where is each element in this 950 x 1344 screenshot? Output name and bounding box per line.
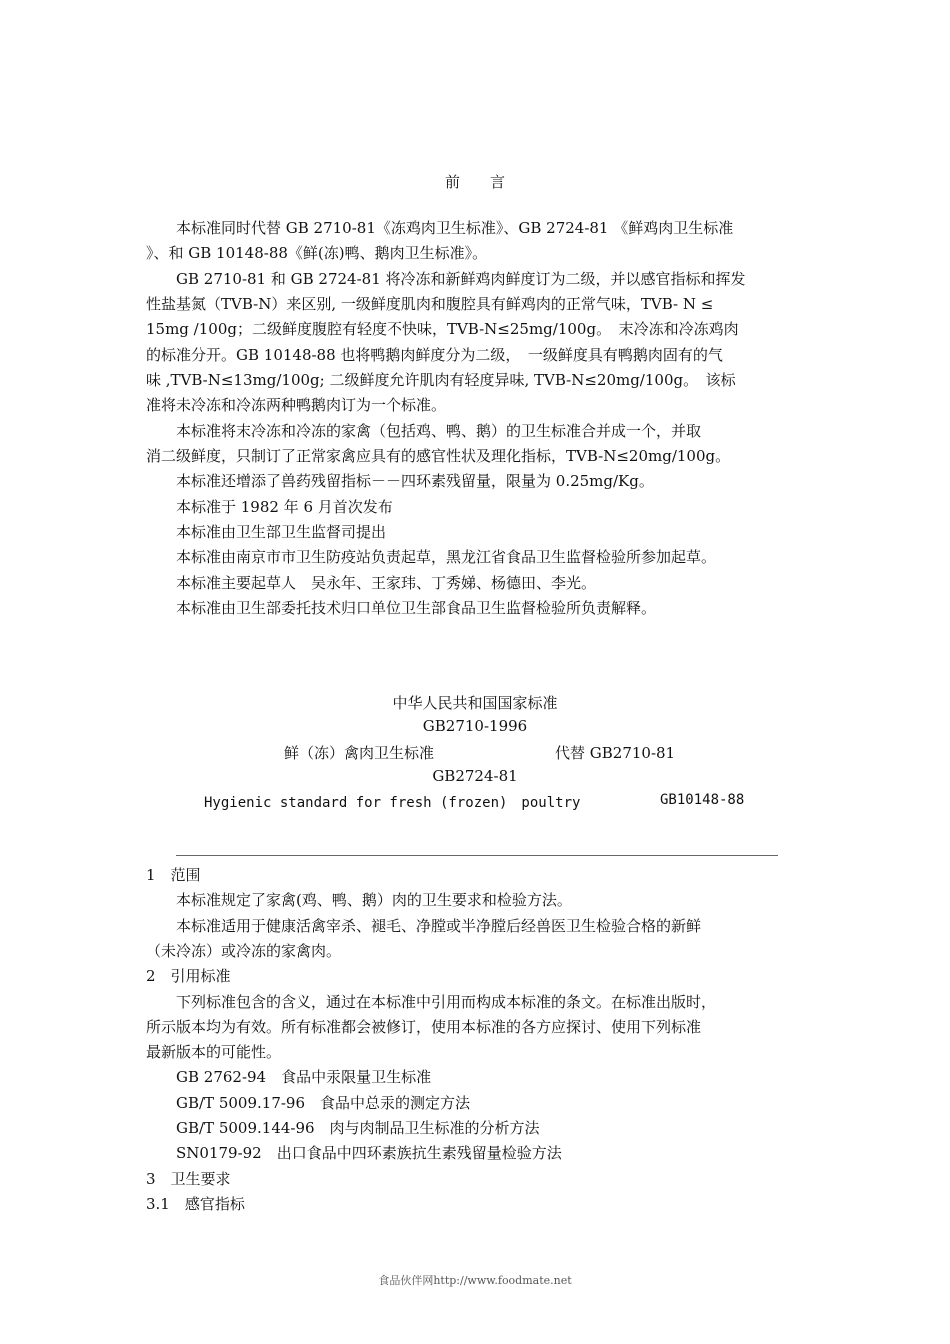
foreword-paragraph-5: 本标准于 1982 年 6 月首次发布 (176, 498, 393, 516)
foreword-paragraph-3: 消二级鲜度，只制订了正常家禽应具有的感官性状及理化指标，TVB-N≤20mg/100g。 (146, 447, 731, 465)
foreword-paragraph-7: 本标准由南京市市卫生防疫站负责起草，黑龙江省食品卫生监督检验所参加起草。 (176, 548, 717, 566)
foreword-paragraph-2: 味 ,TVB-N≤13mg/100g; 二级鲜度允许肌肉有轻度异味, TVB-N≤20mg/100g。 该标 (146, 371, 736, 389)
section-paragraph: 下列标准包含的含义，通过在本标准中引用而构成本标准的条文。在标准出版时， (176, 993, 717, 1011)
reference-item: GB/T 5009.144-96 肉与肉制品卫生标准的分析方法 (176, 1119, 540, 1137)
replaces-standard: 代替 GB2710-81 (555, 744, 676, 762)
foreword-paragraph-1: 本标准同时代替 GB 2710-81《冻鸡肉卫生标准》、GB 2724-81 《鲜鸡肉卫生标准 (176, 219, 734, 237)
subsection-heading: 3.1 感官指标 (146, 1195, 245, 1213)
standard-title-en: Hygienic standard for fresh (frozen) poultry (204, 795, 581, 811)
foreword-paragraph-6: 本标准由卫生部卫生监督司提出 (176, 523, 387, 541)
foreword-paragraph-2: 15mg /100g；二级鲜度腹腔有轻度不快味，TVB-N≤25mg/100g。 末冷冻和冷冻鸡肉 (146, 320, 739, 338)
reference-item: SN0179-92 出口食品中四环素族抗生素残留量检验方法 (176, 1144, 562, 1162)
replaces-standard: GB2724-81 (432, 767, 518, 785)
replaces-standard: GB10148-88 (660, 792, 745, 808)
section-heading: 2 引用标准 (146, 967, 231, 985)
foreword-paragraph-2: 性盐基氮（TVB-N）来区别, 一级鲜度肌肉和腹腔具有鲜鸡肉的正常气味，TVB- N ≤ (146, 295, 714, 313)
section-paragraph: （未冷冻）或冷冻的家禽肉。 (146, 942, 342, 960)
foreword-paragraph-3: 本标准将末冷冻和冷冻的家禽（包括鸡、鸭、鹅）的卫生标准合并成一个，并取 (176, 422, 702, 440)
section-paragraph: 本标准规定了家禽(鸡、鸭、鹅）肉的卫生要求和检验方法。 (176, 891, 572, 909)
foreword-paragraph-8: 本标准主要起草人 吴永年、王家玮、丁秀娣、杨德田、李光。 (176, 574, 597, 592)
foreword-paragraph-9: 本标准由卫生部委托技术归口单位卫生部食品卫生监督检验所负责解释。 (176, 599, 657, 617)
foreword-title: 前 言 (444, 173, 505, 191)
section-heading: 1 范围 (146, 866, 201, 884)
foreword-paragraph-2: GB 2710-81 和 GB 2724-81 将冷冻和新鲜鸡肉鲜度订为二级，并以感官指标和挥发 (176, 270, 746, 288)
header-divider (176, 855, 778, 856)
reference-item: GB/T 5009.17-96 食品中总汞的测定方法 (176, 1094, 471, 1112)
foreword-paragraph-1: 》、和 GB 10148-88《鲜(冻)鸭、鹅肉卫生标准》。 (146, 244, 488, 262)
section-paragraph: 所示版本均为有效。所有标准都会被修订，使用本标准的各方应探讨、使用下列标准 (146, 1018, 702, 1036)
standard-code: GB2710-1996 (422, 717, 528, 735)
foreword-paragraph-2: 准将未冷冻和冷冻两种鸭鹅肉订为一个标准。 (146, 396, 447, 414)
section-heading: 3 卫生要求 (146, 1170, 231, 1188)
section-paragraph: 最新版本的可能性。 (146, 1043, 282, 1061)
footer-link[interactable]: 食品伙伴网http://www.foodmate.net (378, 1274, 572, 1287)
foreword-paragraph-4: 本标准还增添了兽药残留指标－－四环素残留量，限量为 0.25mg/Kg。 (176, 472, 654, 490)
reference-item: GB 2762-94 食品中汞限量卫生标准 (176, 1068, 432, 1086)
standard-title-cn: 鲜（冻）禽肉卫生标准 (284, 744, 435, 762)
national-standard-heading: 中华人民共和国国家标准 (392, 694, 558, 712)
foreword-paragraph-2: 的标准分开。GB 10148-88 也将鸭鹅肉鲜度分为二级， 一级鲜度具有鸭鹅肉固有的气 (146, 346, 723, 364)
section-paragraph: 本标准适用于健康活禽宰杀、褪毛、净膛或半净膛后经兽医卫生检验合格的新鲜 (176, 917, 702, 935)
